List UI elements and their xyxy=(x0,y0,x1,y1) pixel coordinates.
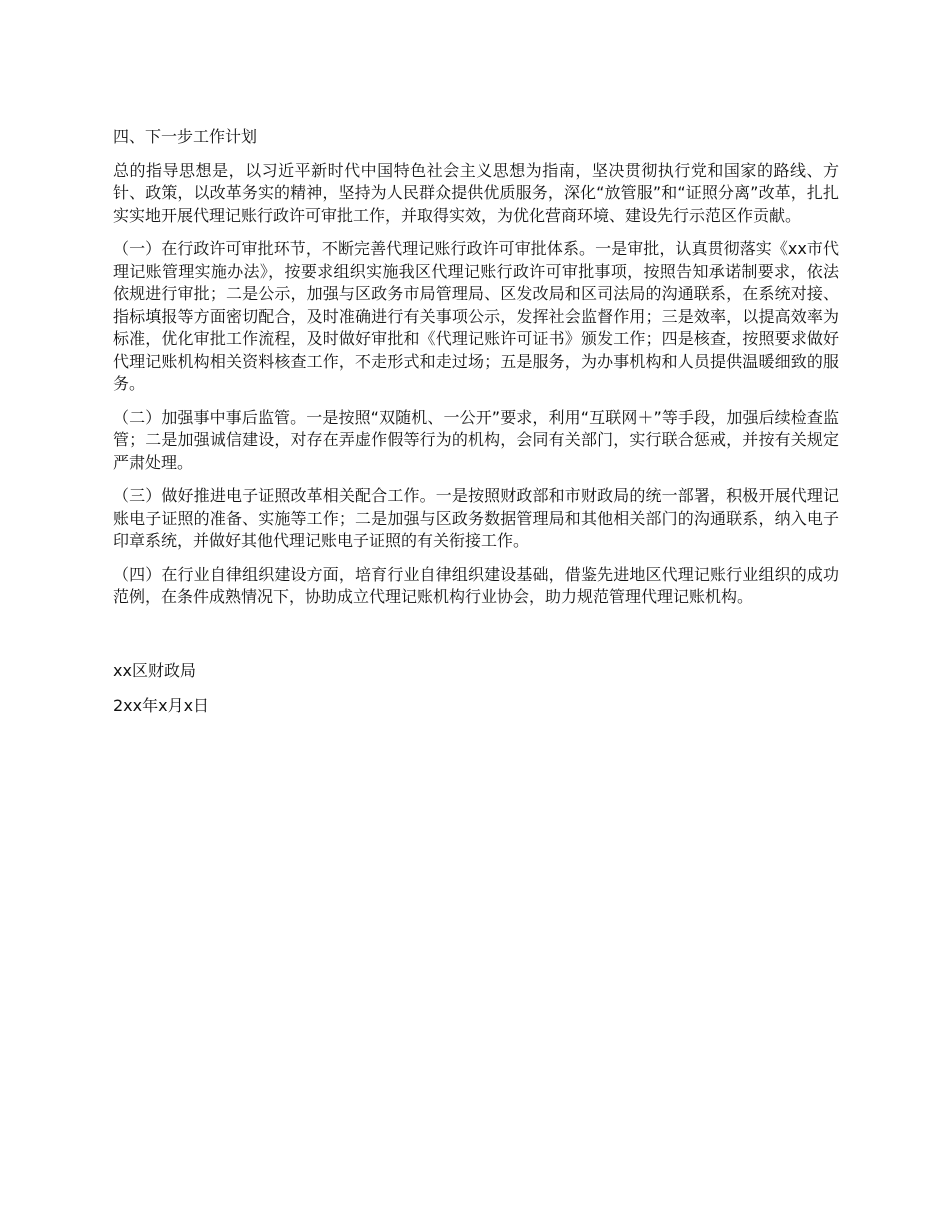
signature-date: 2xx年x月x日 xyxy=(113,696,210,715)
paragraph-item-1: （一）在行政许可审批环节，不断完善代理记账行政许可审批体系。一是审批，认真贯彻落实《xx市代理记账管理实施办法》，按要求组织实施我区代理记账行政许可审批事项，按照告知承诺制要求，依法依规进行审批；二是公示，加强与区政务市局管理局、区发改局和区司法局的沟通联系，在系统对接、指标填报等方面密切配合，及时准确进行有关事项公示，发挥社会监督作用；三是效率，以提高效率为标准，优化审批工作流程，及时做好审批和《代理记账许可证书》颁发工作；四是核查，按照要求做好代理记账机构相关资料核查工作，不走形式和走过场；五是服务，为办事机构和人员提供温暖细致的服务。 xyxy=(113,239,839,393)
paragraph-item-3: （三）做好推进电子证照改革相关配合工作。一是按照财政部和市财政局的统一部署，积极开展代理记账电子证照的准备、实施等工作；二是加强与区政务数据管理局和其他相关部门的沟通联系，纳入电子印章系统，并做好其他代理记账电子证照的有关衔接工作。 xyxy=(113,486,839,550)
paragraph-item-4: （四）在行业自律组织建设方面，培育行业自律组织建设基础，借鉴先进地区代理记账行业组织的成功范例，在条件成熟情况下，协助成立代理记账机构行业协会，助力规范管理代理记账机构。 xyxy=(113,564,839,606)
section-heading: 四、下一步工作计划 xyxy=(113,127,258,146)
paragraph-item-2: （二）加强事中事后监管。一是按照“双随机、一公开”要求，利用“互联网＋”等手段，加强后续检查监管；二是加强诚信建设，对存在弄虚作假等行为的机构，会同有关部门，实行联合惩戒，并按有关规定严肃处理。 xyxy=(113,407,839,472)
signature-organization: xx区财政局 xyxy=(113,660,196,680)
document-page xyxy=(113,126,839,718)
signature-spacer xyxy=(113,620,839,660)
paragraph-guiding-thought: 总的指导思想是，以习近平新时代中国特色社会主义思想为指南，坚决贯彻执行党和国家的路线、方针、政策，以改革务实的精神，坚持为人民群众提供优质服务，深化“放管服”和“证照分离”改革，扎扎实实地开展代理记账行政许可审批工作，并取得实效，为优化营商环境、建设先行示范区作贡献。 xyxy=(113,160,839,225)
